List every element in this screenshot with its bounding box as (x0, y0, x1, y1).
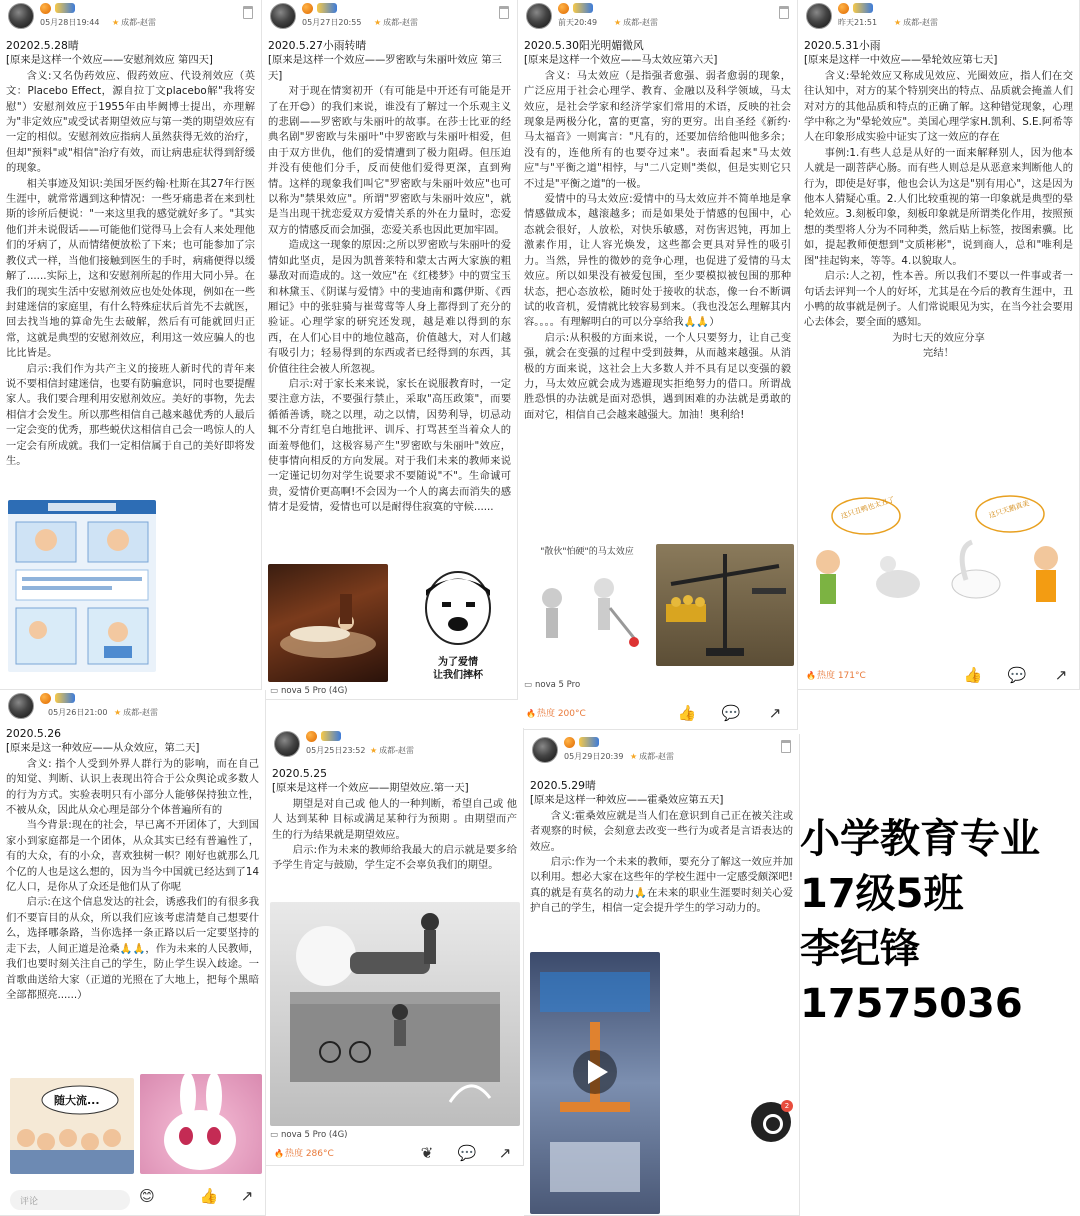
user-badges (40, 693, 75, 705)
post-location: ★ 成都-赵雷 (370, 745, 414, 756)
post-title: [原来是这样一个效应——安慰剂效应 第四天] (6, 54, 213, 67)
post-body (272, 766, 517, 902)
image-caption: "散伙"怕硬"的马太效应 (540, 547, 634, 557)
post-location: ★ 成都-赵雷 (630, 751, 674, 762)
comment-input[interactable]: 评论 (10, 1190, 130, 1210)
delete-icon[interactable] (779, 6, 789, 19)
bunny-image[interactable] (140, 1074, 262, 1174)
post-card-day5 (524, 734, 800, 1216)
placebo-infographic-image[interactable] (8, 500, 156, 672)
halo-effect-cartoon-image[interactable] (806, 488, 1072, 618)
signature-name: 李纪锋 (800, 926, 920, 972)
post-paragraph: 相关事迹及知识:美国牙医约翰·杜斯在其27年行医生涯中，就常常遇到这种情况：一些牙痛患者在来到杜斯的诊所后便说："一来这里我的感觉就好多了。"其实他们并未说假话——可能他们觉得马上会有人来处理他们的牙病了，从而情绪便放松了下来；也可能参加了宗教仪式一样，当他们接触到医生的手时，病痛便得以缓解了......实际上，这和安慰剂所起的作用大同小异。在我们的现实生活中安慰剂效应也处处体现，例如在一些封建迷信的家庭里，有什么特殊症状后首先不去就医，回去找当地的算命先生去破解，然后有可能就回归正常，这就是典型的安慰剂效应，利用这一效应骗人的也比比皆是。 (6, 177, 255, 360)
notification-badge: 2 (781, 1100, 793, 1112)
share-icon[interactable]: ↗ (768, 704, 782, 722)
closing-line: 完结！ (923, 347, 954, 360)
post-title: [原来是这样一中效应——晕轮效应第七天] (804, 54, 998, 67)
crowd-cartoon-image[interactable] (10, 1078, 134, 1174)
avatar[interactable] (274, 731, 300, 757)
post-body (268, 38, 511, 558)
share-icon[interactable]: ↗ (498, 1144, 512, 1162)
post-paragraph: 对于现在情窦初开（有可能是中开还有可能是开了在开😊）的我们来说，谁没有了解过一个乐观主义的悲剧——罗密欧与朱丽叶的故事。在莎士比亚的经典名剧"罗密欧与朱丽叶"中罗密欧与朱丽叶相爱，但由于双方世仇，他们的爱情遭到了极力阻碍。但压迫并没有使他们分手，反而使他们爱得更深，直到殉情。这样的现象我们叫它"罗密欧与朱丽叶效应"也可以称为"禁果效应"。所谓"罗密欧与朱丽叶效应"，就是当出现干扰恋爱双方爱情关系的外在力量时，恋爱双方的情感反而会加强，恋爱关系也因此更加牢固。 (268, 85, 511, 236)
expectation-illustration-image[interactable] (270, 902, 520, 1126)
post-paragraph: 事例:1.有些人总是从好的一面来解释别人，因为他本人就是一副菩萨心肠。而有些人则总是从恶意来判断他人的行为，即使是好事，他也会认为这是"别有用心"，这是因为他本人猜疑心重。2.人们比较重视的第一印象就是典型的晕轮效应。3.刻板印象，刻板印象就是所谓类化作用，按照预想的类型将人分为不同种类，然后贴上标签，按图索骥。比如，提起教师便想到"文质彬彬"，说到商人，总和"唯利是图"挂起钩来，等等。4.以貌取人。 (804, 146, 1073, 267)
share-icon[interactable]: ↗ (1054, 666, 1068, 684)
comment-icon[interactable]: 💬 (457, 1144, 477, 1162)
avatar[interactable] (8, 3, 34, 29)
user-badges (40, 3, 75, 15)
delete-icon[interactable] (781, 740, 791, 753)
post-paragraph: 启示:在这个信息发达的社会，诱惑我们的有很多我们不要盲目的从众，所以我们应该考虑清楚自己想要什么，选择哪条路，当你选择一条正路以后一定要坚持的走下去，人间正道是沧桑🙏🙏，作为未来的人民教师，我们也要时刻关注自己的学生，防止学生误入歧途。一首歌曲送给大家（正道的光照在了大地上，把每个黑暗全部都照亮......） (6, 896, 259, 1001)
avatar[interactable] (8, 693, 34, 719)
post-date: 2020.5.27小雨转晴 (268, 39, 367, 52)
post-paragraph: 启示:作为一个未来的教师，要充分了解这一效应并加以利用。想必大家在这些年的学校生涯中一定感受颇深吧!真的就是有莫名的动力🙏在未来的职业生涯要时刻关心爱护自己的学生，相信一定会提升学生的学习动力的。 (530, 856, 793, 915)
post-date: 20202.5.28晴 (6, 39, 79, 52)
video-thumbnail[interactable] (530, 952, 660, 1214)
post-body (530, 778, 793, 950)
heat-badge: 🔥 热度 171°C (806, 668, 866, 681)
post-paragraph: 启示:对于家长来来说，家长在说服教育时，一定要注意方法，不要强行禁止，采取"高压政策"，而要循循善诱，晓之以理，动之以情，因势利导，切忌动辄不分青红皂白地批评、训斥、打骂甚至当着众人的面羞辱他们，这极容易产生"罗密欧与朱丽叶"效应，使事情向相反的方向发展。对于我们未来的教师来说一定谨记切勿对学生说要求不要随说"不"。生命诚可贵，爱情价更高啊!不会因为一个人的离去而消失的感情才是爱情，爱情也可以是耐得住寂寞的守候...... (268, 377, 511, 514)
signature-class: 17级5班 (800, 871, 964, 917)
post-date: 2020.5.25 (272, 767, 327, 780)
like-icon[interactable]: 👍 (963, 666, 983, 684)
post-paragraph: 爱情中的马太效应:爱情中的马太效应并不简单地是拿情感做成本，越滚越多；而是如果处于情感的包围中，心态就会很好，人放松，对快乐敏感，对伤害迟钝，再加上激素作用，让人容光焕发，这些都会更具对异性的吸引力。当然，异性的微妙的竞争心理，也促进了爱情的马太效应。所以如果没有被爱包围，至少要模拟被包围的那种状态，把心态放松，随时处于接收的状态，像一台不断调试的收音机，爱情就比较容易到来。（我也没怎么理解其内容。。。。有理解明白的可以分享给我🙏🙏） (524, 193, 791, 329)
post-time: 05月27日20:55 (302, 18, 362, 27)
post-date: 2020.5.26 (6, 727, 61, 740)
post-paragraph: 启示:从积极的方面来说，一个人只要努力，让自己变强，就会在变强的过程中受到鼓舞，从而越来越强。从消极的方面来说，这社会上大多数人并不具有足以变强的毅力，马太效应就会成为逃避现实拒绝努力的借口。所谓战胜恐惧的办法就是面对恐惧，遇到困难的办法就是勇敢的面对它，相信自己会越来越强大。加油！奥利给! (524, 331, 791, 421)
user-badges (564, 737, 599, 749)
user-badges (558, 3, 593, 15)
device-label: ▭ nova 5 Pro (4G) (270, 686, 347, 696)
post-body (524, 38, 791, 528)
signature-student-id: 17575036 (800, 981, 1023, 1027)
speech-bubble-left: 这只丑鸭也太丑了 (839, 495, 896, 521)
device-label: ▭ nova 5 Pro (524, 680, 580, 690)
matthew-effect-cartoon-image[interactable] (524, 546, 650, 664)
leaf-icon[interactable]: ❦ (420, 1144, 434, 1162)
image-caption: 随大流... (54, 1094, 100, 1107)
post-title: [原来是这样一个效应——马太效应第六天] (524, 54, 718, 67)
comment-icon[interactable]: 💬 (721, 704, 741, 722)
post-time: 05月25日23:52 (306, 746, 366, 755)
post-paragraph: 启示:作为未来的教师给我最大的启示就是要多给予学生肯定与鼓励，学生定不会辜负我们的期望。 (272, 844, 517, 872)
like-icon[interactable]: 👍 (199, 1187, 219, 1205)
post-time: 05月29日20:39 (564, 752, 624, 761)
post-paragraph: 含义：马太效应（是指强者愈强、弱者愈弱的现象，广泛应用于社会心理学、教育、金融以及科学领域，马太效应，是社会学家和经济学家们常用的术语，反映的社会现象是两极分化，富的更富，穷的更穷。出自圣经《新约·马太福音》一则寓言："凡有的，还要加倍给他叫他多余；没有的，连他所有的也要夺过来"。表面看起来"马太效应"与"平衡之道"相悖，与"二八定则"类似，但是实则它只不过是"平衡之道"的一极。 (524, 69, 791, 190)
heat-badge: 🔥 热度 286°C (274, 1146, 334, 1159)
post-title: [原来是这样一种效应——霍桑效应第五天] (530, 794, 724, 807)
post-location: ★ 成都-赵雷 (114, 707, 158, 718)
post-body (6, 726, 259, 1066)
post-paragraph: 启示:我们作为共产主义的接班人新时代的青年来说不要相信封建迷信，也要有防骗意识，同时也要提醒家人。我们要合理利用安慰剂效应。美好的事物，先去相信才会发生。所以那些相信自己越来越优秀的人最后一定会变的优秀，那些蜕伏这相信自己会一鸣惊人的人一定会有所成就。我们一定相信属于自己的美好即将发生。 (6, 362, 255, 467)
post-header (524, 734, 799, 766)
post-paragraph: 含义:晕轮效应又称成见效应、光圈效应，指人们在交往认知中，对方的某个特别突出的特点、品质就会掩盖人们对对方的其他品质和特点的正确了解。这种错觉现象，心理学中称之为"晕轮效应"。美国心理学家H.凯利、S.E.阿希等人在印象形成实验中证实了这一效应的存在 (804, 69, 1073, 144)
like-icon[interactable]: 👍 (677, 704, 697, 722)
post-title: [原来是这样一个效应——罗密欧与朱丽叶效应 第三天] (268, 54, 502, 82)
post-time: 05月28日19:44 (40, 18, 100, 27)
post-location: ★ 成都-赵雷 (614, 17, 658, 28)
post-paragraph: 造成这一现象的原因:之所以罗密欧与朱丽叶的爱情如此坚贞，是因为凯普莱特和蒙太古两大家族的粗暴敌对而造成的。这一效应"在《红楼梦》中的贾宝玉和林黛玉、《阴谋与爱情》中的斐迪南和露伊斯、《西厢记》中的张驻骑与崔莺莺等人身上都得到了充分的验证。心理学家的研究还发现，越是难以得到的东西，在人们心目中的地位越高，价值越大，对人们越有吸引力；轻易得到的东西或者已经得到的东西，其价值往往会被人所忽视。 (268, 239, 511, 375)
post-footer (798, 662, 1079, 688)
post-paragraph: 期望是对自己或 他人的一种判断，希望自己或 他人 达到某种 目标或满足某种行为预期 。由期望而产生的行为结果就是期望效应。 (272, 797, 517, 841)
share-icon[interactable]: ↗ (240, 1187, 254, 1205)
post-header (0, 0, 261, 32)
post-header (262, 0, 517, 32)
post-location: ★ 成都-赵雷 (894, 17, 938, 28)
post-paragraph: 含义: 指个人受到外界人群行为的影响，而在自己的知觉、判断、认识上表现出符合于公众舆论或多数人的行为方式。实验表明只有小部分人能够保持独立性，不被从众，因此从众心理是部分个体普遍所有的 (6, 757, 259, 817)
post-card-day4 (0, 0, 262, 690)
avatar[interactable] (270, 3, 296, 29)
post-title: [原来是这样一个效应——期望效应.第一天] (272, 782, 469, 795)
emoji-icon[interactable]: 😊 (139, 1187, 155, 1205)
comment-icon[interactable]: 💬 (1007, 666, 1027, 684)
post-body (6, 38, 255, 498)
post-paragraph: 含义:霍桑效应就是当人们在意识到自己正在被关注或者观察的时候，会刻意去改变一些行为或者是言语表达的效应。 (530, 809, 793, 853)
post-date: 2020.5.31小雨 (804, 39, 881, 52)
delete-icon[interactable] (243, 6, 253, 19)
post-date: 2020.5.29晴 (530, 779, 596, 792)
avatar[interactable] (532, 737, 558, 763)
avatar[interactable] (806, 3, 832, 29)
user-badges (302, 3, 337, 15)
post-header (518, 0, 797, 32)
post-footer (518, 700, 797, 726)
post-paragraph: 当今背景:现在的社会，早已离不开团体了，大到国家小到家庭都是一个团体，从众其实已经有普遍性了，有的大众，有的小众，喜欢独树一帜？刚好也就那么几个亿的人也是这么想的，因为当今中国就已经达到了14亿人口，是你从了众还是他们从了你呢 (6, 819, 259, 894)
post-location: ★ 成都-赵雷 (374, 17, 418, 28)
delete-icon[interactable] (499, 6, 509, 19)
post-location: ★ 成都-赵雷 (112, 17, 156, 28)
romeo-juliet-painting-image[interactable] (268, 564, 388, 682)
meme-caption: 为了爱情 让我们摔杯 (433, 657, 483, 681)
post-time: 05月26日21:00 (48, 708, 108, 717)
device-label: ▭ nova 5 Pro (4G) (270, 1130, 347, 1140)
heat-badge: 🔥 热度 200°C (526, 706, 586, 719)
post-time: 昨天21:51 (838, 18, 878, 27)
user-badges (306, 731, 341, 743)
closing-line: 为时七天的效应分享 (892, 331, 985, 344)
post-date: 2020.5.30阳光明媚微风 (524, 39, 644, 52)
post-body (804, 38, 1073, 458)
post-card-day7 (798, 0, 1080, 690)
speech-bubble-right: 这只天鹅真美 (987, 499, 1031, 520)
post-card-day3 (262, 0, 518, 700)
post-title: [原来是这一种效应——从众效应，第二天] (6, 742, 200, 755)
post-header (266, 728, 523, 760)
meme-image[interactable] (408, 566, 508, 684)
user-badges (838, 3, 873, 15)
post-paragraph: 含义:又名伪药效应、假药效应、代设剂效应（英文：Placebo Effect，源自拉丁文placebo解"我将安慰"）安慰剂效应于1955年由毕阙博士提出，亦理解为"非定效应"或受试者期望效应与第一类的期望效应有一定的相似。安慰剂效应指病人虽然获得无效的治疗，但却"预料"或"相信"治疗有效，而让病患症状得到舒缓的现象。 (6, 69, 255, 175)
post-card-day6 (518, 0, 798, 730)
post-header (798, 0, 1079, 32)
scales-image[interactable] (656, 544, 794, 666)
signature-major: 小学教育专业 (800, 816, 1040, 862)
post-card-day2 (0, 690, 266, 1216)
post-time: 前天20:49 (558, 18, 598, 27)
signature-block (800, 812, 1078, 1032)
avatar[interactable] (526, 3, 552, 29)
post-paragraph: 启示:人之初，性本善。所以我们不要以一件事或者一句话去评判一个人的好坏，尤其是在今后的教育生涯中，丑小鸭的故事就是例子。人们常说眼见为实，在当今社会要用心去体会，要全面的感知。 (804, 270, 1073, 329)
post-card-day1 (266, 728, 524, 1166)
post-footer (266, 1140, 523, 1166)
post-header (0, 690, 265, 722)
